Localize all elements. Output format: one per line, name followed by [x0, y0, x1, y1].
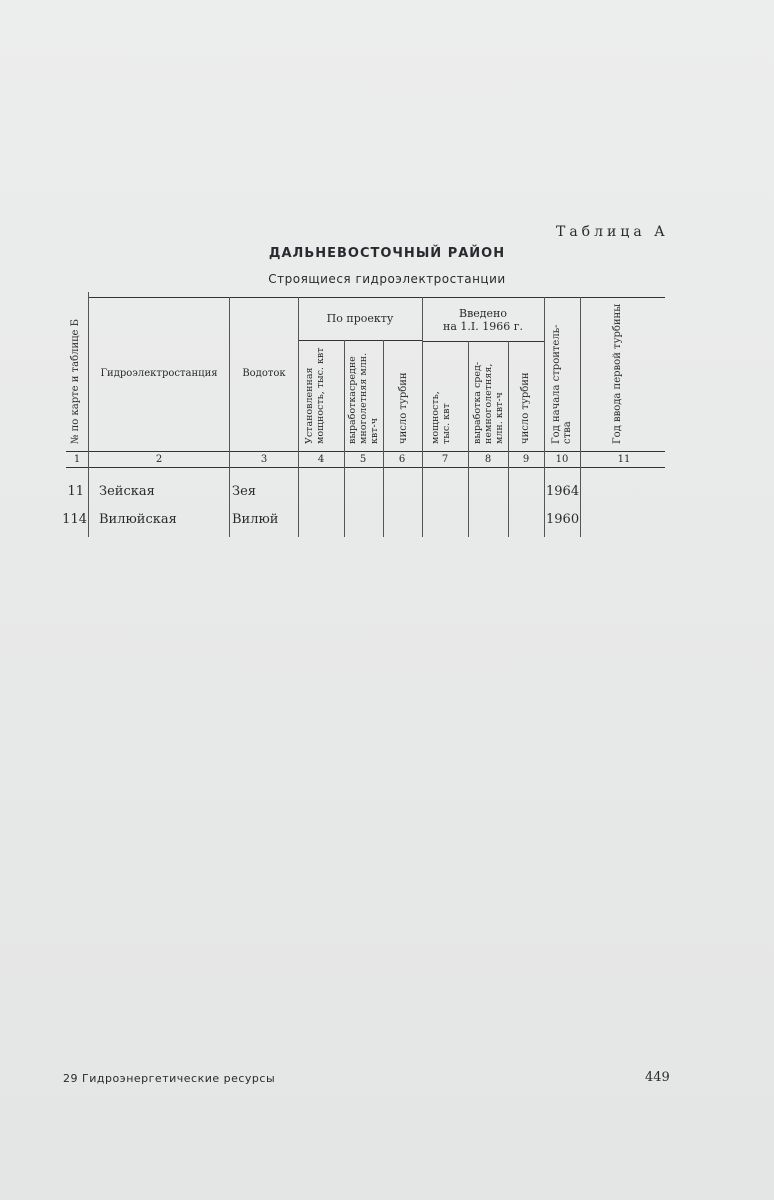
row-station: Вилюйская: [99, 512, 177, 527]
column-number: 4: [317, 454, 325, 465]
header-turbines-introduced: число турбин: [520, 372, 531, 444]
row-river: Зея: [232, 484, 256, 499]
col-divider: [544, 297, 545, 537]
col-divider: [229, 297, 230, 537]
row-start-year: 1960: [546, 512, 580, 527]
table-subtitle: Строящиеся гидроэлектростанции: [268, 272, 506, 286]
column-number: 10: [555, 454, 569, 465]
row-river: Вилюй: [232, 512, 279, 527]
header-introduced-line1: Введено: [458, 307, 508, 320]
column-number: 2: [155, 454, 163, 465]
header-turbines-project: число турбин: [398, 372, 409, 444]
header-capacity-introduced: мощность, тыс. квт: [430, 391, 452, 444]
col-divider: [344, 340, 345, 537]
header-project-group: По проекту: [326, 312, 394, 325]
header-map-number: № по карте и таблице Б: [70, 319, 81, 444]
header-river: Водоток: [242, 368, 286, 379]
column-number: 11: [617, 454, 631, 465]
row-station: Зейская: [99, 484, 155, 499]
header-avg-output-introduced: выработка сред- немноголетняя, млн. квт-ч: [472, 361, 505, 444]
col-divider: [383, 340, 384, 537]
row-map-number: 11: [67, 484, 84, 499]
column-number: 1: [73, 454, 81, 465]
column-number: 5: [359, 454, 367, 465]
col-divider: [88, 292, 89, 537]
column-number: 6: [398, 454, 406, 465]
col-divider: [580, 297, 581, 537]
introduced-group-rule: [422, 341, 544, 342]
header-introduced-line2: на 1.I. 1966 г.: [443, 320, 523, 333]
row-start-year: 1964: [546, 484, 580, 499]
column-number: 7: [441, 454, 449, 465]
number-row-rule: [66, 467, 665, 468]
col-divider: [422, 297, 423, 537]
table-label: Таблица А: [556, 224, 669, 240]
footer-sheet-signature: 29 Гидроэнергетические ресурсы: [63, 1072, 276, 1085]
header-avg-output-project: выработкасредне многолетняя млн. квт-ч: [347, 352, 380, 444]
header-first-turbine: Год ввода первой турбины: [612, 303, 623, 444]
column-number: 8: [484, 454, 492, 465]
table-top-rule: [88, 297, 665, 298]
col-divider: [468, 341, 469, 537]
header-station: Гидроэлектростанция: [100, 368, 218, 379]
header-construction-start: Год начала строитель- ства: [551, 324, 573, 444]
col-divider: [508, 341, 509, 537]
column-number: 3: [260, 454, 268, 465]
header-installed-capacity: Установленная мощность, тыс. квт: [304, 347, 326, 444]
page-number: 449: [645, 1070, 670, 1085]
row-map-number: 114: [62, 512, 87, 527]
header-bottom-rule: [66, 451, 665, 452]
column-number: 9: [522, 454, 530, 465]
region-title: ДАЛЬНЕВОСТОЧНЫЙ РАЙОН: [268, 246, 506, 261]
project-group-rule: [298, 340, 422, 341]
col-divider: [298, 297, 299, 537]
